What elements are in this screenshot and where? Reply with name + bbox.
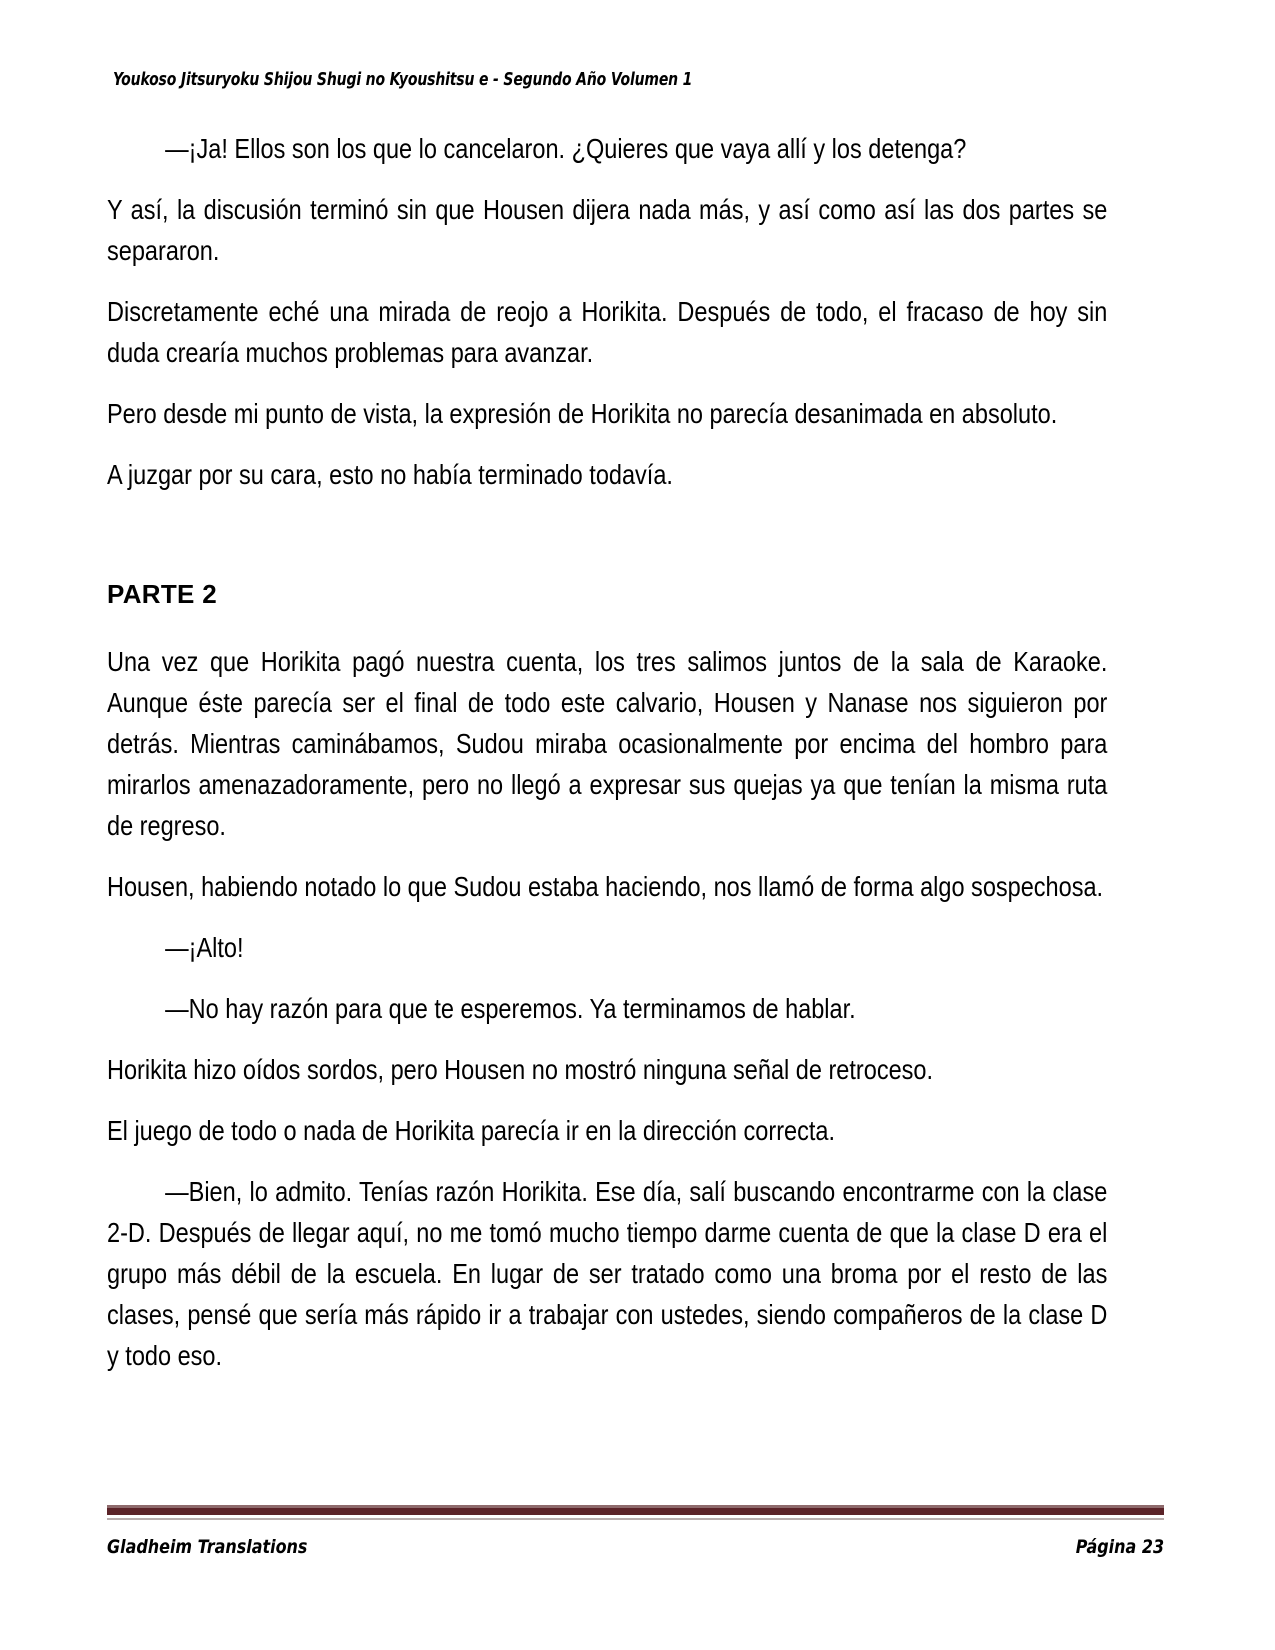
footer-row — [107, 1534, 1164, 1560]
paragraph: Housen, habiendo notado lo que Sudou estaba haciendo, nos llamó de forma algo sospechosa. — [107, 871, 1104, 902]
header-title: Youkoso Jitsuryoku Shijou Shugi no Kyoushitsu e - Segundo Año Volumen 1 — [113, 70, 693, 90]
paragraph: Una vez que Horikita pagó nuestra cuenta, los tres salimos juntos de la sala de Karaoke. Aunque éste parecía ser el final de todo este calvario, Housen y Nanase nos siguieron por detrás. Mientras caminábamos, Sudou miraba ocasionalmente por encima del hombro para mirarlos amenazadoramente, pero no llegó a expresar sus quejas ya que tenían la misma ruta de regreso. — [107, 646, 1108, 841]
paragraph: —Bien, lo admito. Tenías razón Horikita. Ese día, salí buscando encontrarme con la clase 2-D. Después de llegar aquí, no me tomó mucho tiempo darme cuenta de que la clase D era el grupo más débil de la escuela. En lugar de ser tratado como una broma por el resto de las clases, pensé que sería más rápido ir a trabajar con ustedes, siendo compañeros de la clase D y todo eso. — [107, 1176, 1108, 1371]
section-heading: PARTE 2 — [107, 579, 217, 609]
paragraph: A juzgar por su cara, esto no había terminado todavía. — [107, 459, 673, 490]
paragraph: El juego de todo o nada de Horikita parecía ir en la dirección correcta. — [107, 1115, 836, 1146]
paragraph: —¡Alto! — [165, 932, 244, 963]
footer-translator-credit: Gladheim Translations — [107, 1536, 308, 1558]
page-footer — [107, 1505, 1164, 1560]
heading-spacer — [107, 515, 1107, 577]
paragraph: —No hay razón para que te esperemos. Ya terminamos de hablar. — [165, 993, 856, 1024]
paragraph: —¡Ja! Ellos son los que lo cancelaron. ¿Quieres que vaya allí y los detenga? — [165, 133, 967, 164]
footer-divider — [107, 1505, 1164, 1520]
paragraph: Pero desde mi punto de vista, la expresión de Horikita no parecía desanimada en absoluto. — [107, 398, 1058, 429]
paragraph: Horikita hizo oídos sordos, pero Housen no mostró ninguna señal de retroceso. — [107, 1054, 934, 1085]
page-content — [107, 128, 1107, 1396]
paragraph: Y así, la discusión terminó sin que Housen dijera nada más, y así como así las dos partes se separaron. — [107, 194, 1108, 266]
page-header — [113, 68, 1163, 96]
paragraph: Discretamente eché una mirada de reojo a Horikita. Después de todo, el fracaso de hoy sin duda crearía muchos problemas para avanzar. — [107, 296, 1108, 368]
heading-spacer-bottom — [107, 611, 1107, 641]
footer-page-number: Página 23 — [1075, 1536, 1164, 1558]
footer-divider-thin-line — [107, 1518, 1164, 1520]
footer-divider-bar — [107, 1508, 1164, 1515]
